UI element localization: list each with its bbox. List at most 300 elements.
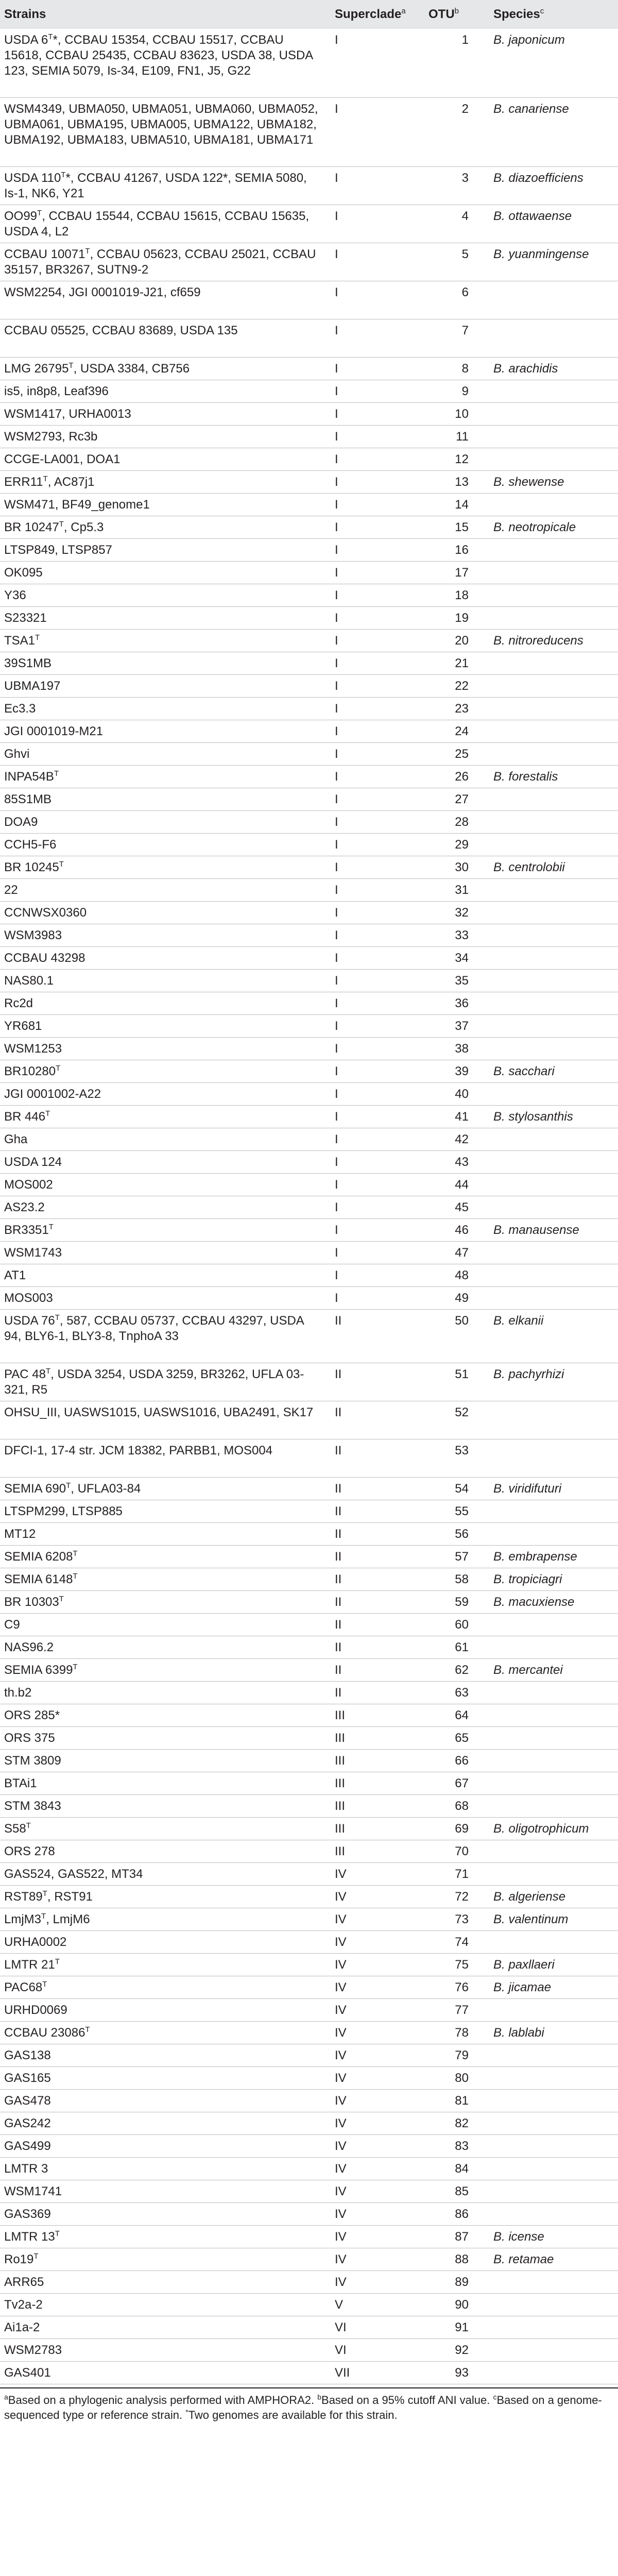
species-cell: B. jicamae <box>493 1980 552 1994</box>
otu-cell: 24 <box>455 724 469 738</box>
table-row <box>0 1500 618 1523</box>
otu-cell: 39 <box>455 1064 469 1078</box>
superclade-cell: I <box>335 1223 338 1237</box>
otu-cell: 64 <box>455 1708 469 1722</box>
superclade-cell: IV <box>335 2139 347 2153</box>
table-row <box>0 1954 618 1976</box>
strain-cell: $LmjM3^T$, LmjM6 <box>4 1912 90 1926</box>
species-cell: B. valentinum <box>493 1912 569 1926</box>
otu-cell: 45 <box>455 1200 469 1214</box>
otu-cell: 71 <box>455 1867 469 1881</box>
species-cell: B. pachyrhizi <box>493 1367 564 1381</box>
superclade-cell: II <box>335 1367 342 1381</box>
table-row <box>0 562 618 584</box>
superclade-cell: I <box>335 1042 338 1056</box>
table-row <box>0 607 618 630</box>
table-row <box>0 720 618 743</box>
species-cell: B. elkanii <box>493 1314 544 1328</box>
superclade-cell: I <box>335 566 338 580</box>
table-row <box>0 1523 618 1546</box>
table-row <box>0 516 618 539</box>
species-cell: B. mercantei <box>493 1663 563 1677</box>
table-row <box>0 1151 618 1174</box>
table-row <box>0 992 618 1015</box>
table-row <box>0 243 618 281</box>
table-row <box>0 319 618 358</box>
strain-cell: LMTR $21^T$ <box>4 1957 60 1972</box>
table-row <box>0 2022 618 2044</box>
table-row <box>0 2339 618 2362</box>
strain-cell: WSM2254, JGI 0001019-J21, cf659 <box>4 285 201 299</box>
otu-cell: 5 <box>461 247 469 261</box>
table-row <box>0 2112 618 2135</box>
table-row <box>0 1931 618 1954</box>
species-cell: B. diazoefficiens <box>493 171 583 185</box>
otu-cell: 48 <box>455 1268 469 1282</box>
table-row <box>0 1750 618 1772</box>
otu-cell: 92 <box>455 2343 469 2357</box>
strain-cell: WSM1253 <box>4 1042 62 1056</box>
table-row <box>0 584 618 607</box>
table-row <box>0 403 618 426</box>
otu-cell: 14 <box>455 498 469 512</box>
strain-cell: C9 <box>4 1618 20 1632</box>
superclade-cell: II <box>335 1663 342 1677</box>
table-row <box>0 1015 618 1038</box>
otu-cell: 2 <box>461 102 469 116</box>
strain-cell: NAS80.1 <box>4 974 54 988</box>
otu-cell: 79 <box>455 2048 469 2062</box>
otu-cell: 16 <box>455 543 469 557</box>
otu-cell: 83 <box>455 2139 469 2153</box>
otu-cell: 80 <box>455 2071 469 2085</box>
otu-cell: 34 <box>455 951 469 965</box>
table-row <box>0 743 618 766</box>
superclade-cell: I <box>335 1291 338 1305</box>
superclade-cell: I <box>335 475 338 489</box>
table-row <box>0 1818 618 1840</box>
superclade-cell: IV <box>335 1958 347 1972</box>
otu-cell: 87 <box>455 2230 469 2244</box>
otu-cell: 47 <box>455 1246 469 1260</box>
strain-cell: OK095 <box>4 566 43 580</box>
species-cell: B. icense <box>493 2230 544 2244</box>
otu-cell: 9 <box>461 384 469 398</box>
strain-cell: 85S1MB <box>4 792 52 806</box>
table-row <box>0 788 618 811</box>
otu-cell: 78 <box>455 2026 469 2040</box>
superclade-cell: I <box>335 1200 338 1214</box>
strain-cell: PAC $48^T$, USDA 3254, USDA 3259, BR3262, UFLA 03-321, R5 <box>4 1367 304 1397</box>
superclade-cell: III <box>335 1776 346 1790</box>
otu-cell: 58 <box>455 1572 469 1586</box>
table-row <box>0 947 618 970</box>
superclade-cell: I <box>335 724 338 738</box>
strain-cell: $OO99^T$, CCBAU 15544, CCBAU 15615, CCBAU 15635, USDA 4, L2 <box>4 209 310 239</box>
table-row <box>0 2135 618 2158</box>
otu-cell: 30 <box>455 860 469 874</box>
table-row <box>0 1038 618 1060</box>
table-row <box>0 1106 618 1128</box>
otu-cell: 22 <box>455 679 469 693</box>
superclade-cell: III <box>335 1708 346 1722</box>
strain-cell: CCBAU 05525, CCBAU 83689, USDA 135 <box>4 324 238 337</box>
otu-cell: 50 <box>455 1314 469 1328</box>
table-row <box>0 1863 618 1886</box>
superclade-cell: I <box>335 1087 338 1101</box>
table-row <box>0 879 618 902</box>
strain-cell: GAS524, GAS522, MT34 <box>4 1867 143 1881</box>
strain-cell: LTSPM299, LTSP885 <box>4 1504 123 1518</box>
superclade-cell: II <box>335 1504 342 1518</box>
strain-cell: SEMIA $6208^T$ <box>4 1549 78 1564</box>
table-row <box>0 380 618 403</box>
superclade-cell: II <box>335 1482 342 1496</box>
superclade-cell: VII <box>335 2366 350 2380</box>
strain-cell: GAS165 <box>4 2071 51 2085</box>
table-row <box>0 1060 618 1083</box>
species-cell: B. manausense <box>493 1223 579 1237</box>
superclade-cell: II <box>335 1314 342 1328</box>
table-row <box>0 1772 618 1795</box>
superclade-cell: I <box>335 656 338 670</box>
strain-cell: $BR3351^T$ <box>4 1223 54 1237</box>
otu-cell: 82 <box>455 2116 469 2130</box>
superclade-cell: I <box>335 452 338 466</box>
otu-cell: 13 <box>455 475 469 489</box>
otu-cell: 57 <box>455 1550 469 1564</box>
otu-cell: 55 <box>455 1504 469 1518</box>
otu-cell: 81 <box>455 2094 469 2108</box>
table-row <box>0 1591 618 1614</box>
strain-cell: $PAC68^T$ <box>4 1980 47 1994</box>
table-row <box>0 2316 618 2339</box>
strain-cell: $RST89^T$, RST91 <box>4 1889 93 1904</box>
otu-cell: 27 <box>455 792 469 806</box>
superclade-cell: I <box>335 770 338 784</box>
species-cell: B. paxllaeri <box>493 1958 555 1972</box>
table-row <box>0 1976 618 1999</box>
strain-cell: Rc2d <box>4 996 33 1010</box>
superclade-cell: I <box>335 1178 338 1192</box>
otu-cell: 4 <box>461 209 469 223</box>
strain-cell: Gha <box>4 1132 28 1146</box>
table-row <box>0 1363 618 1401</box>
superclade-cell: I <box>335 588 338 602</box>
otu-cell: 63 <box>455 1686 469 1700</box>
table-row <box>0 2248 618 2271</box>
strain-cell: DFCI-1, 17-4 str. JCM 18382, PARBB1, MOS004 <box>4 1444 273 1458</box>
otu-cell: 60 <box>455 1618 469 1632</box>
otu-cell: 90 <box>455 2298 469 2312</box>
superclade-cell: IV <box>335 2026 347 2040</box>
species-cell: B. embrapense <box>493 1550 577 1564</box>
superclade-cell: I <box>335 1110 338 1124</box>
superclade-cell: IV <box>335 1890 347 1904</box>
header-strains: Strains <box>4 7 46 21</box>
superclade-cell: I <box>335 362 338 376</box>
otu-cell: 84 <box>455 2162 469 2176</box>
table-row <box>0 2158 618 2180</box>
otu-cell: 31 <box>455 883 469 897</box>
strain-cell: Ghvi <box>4 747 30 761</box>
otu-cell: 67 <box>455 1776 469 1790</box>
strain-cell: Y36 <box>4 588 26 602</box>
superclade-cell: I <box>335 324 338 337</box>
otu-cell: 17 <box>455 566 469 580</box>
superclade-cell: III <box>335 1731 346 1745</box>
strain-cell: GAS401 <box>4 2366 51 2380</box>
strain-cell: DOA9 <box>4 815 38 829</box>
otu-cell: 23 <box>455 702 469 716</box>
strain-cell: GAS478 <box>4 2094 51 2108</box>
strain-cell: USDA $6^T*$, CCBAU 15354, CCBAU 15517, CCBAU 15618, CCBAU 25435, CCBAU 83623, USDA 38, USDA 123, SEMIA 5079, Is-34, E109, FN1, J5, G22 <box>4 32 313 78</box>
table-row <box>0 834 618 856</box>
strain-cell: NAS96.2 <box>4 1640 54 1654</box>
table-row <box>0 970 618 992</box>
strain-cell: USDA $110^T*$, CCBAU 41267, USDA 122*, SEMIA 5080, Is-1, NK6, Y21 <box>4 171 307 200</box>
superclade-cell: IV <box>335 2184 347 2198</box>
strain-cell: GAS499 <box>4 2139 51 2153</box>
superclade-cell: I <box>335 33 338 47</box>
otu-cell: 53 <box>455 1444 469 1458</box>
otu-cell: 33 <box>455 928 469 942</box>
superclade-cell: III <box>335 1844 346 1858</box>
superclade-cell: I <box>335 702 338 716</box>
superclade-cell: IV <box>335 1980 347 1994</box>
table-row <box>0 1704 618 1727</box>
table-row <box>0 2090 618 2112</box>
table-row <box>0 2362 618 2384</box>
superclade-cell: I <box>335 860 338 874</box>
otu-cell: 32 <box>455 906 469 920</box>
table-row <box>0 2067 618 2090</box>
otu-cell: 56 <box>455 1527 469 1541</box>
otu-cell: 66 <box>455 1754 469 1768</box>
species-cell: B. stylosanthis <box>493 1110 573 1124</box>
strain-cell: WSM4349, UBMA050, UBMA051, UBMA060, UBMA052, UBMA061, UBMA195, UBMA005, UBMA122, UBMA182, UBMA192, UBMA183, UBMA510, UBMA181, UBMA171 <box>4 102 318 147</box>
strain-cell: CCBAU $23086^T$ <box>4 2025 90 2040</box>
table-row <box>0 1083 618 1106</box>
table-row <box>0 539 618 562</box>
table-row <box>0 766 618 788</box>
species-cell: B. ottawaense <box>493 209 572 223</box>
table-row <box>0 448 618 471</box>
species-cell: B. retamae <box>493 2252 554 2266</box>
superclade-cell: IV <box>335 2275 347 2289</box>
otu-cell: 77 <box>455 2003 469 2017</box>
superclade-cell: IV <box>335 2003 347 2017</box>
table-row <box>0 1219 618 1242</box>
superclade-cell: I <box>335 1019 338 1033</box>
table-row <box>0 281 618 319</box>
otu-cell: 38 <box>455 1042 469 1056</box>
table-row <box>0 205 618 243</box>
otu-cell: 93 <box>455 2366 469 2380</box>
strain-cell: Tv2a-2 <box>4 2298 43 2312</box>
species-cell: B. macuxiense <box>493 1595 575 1609</box>
superclade-cell: I <box>335 520 338 534</box>
table-row <box>0 1886 618 1908</box>
otu-cell: 1 <box>461 33 469 47</box>
superclade-cell: I <box>335 815 338 829</box>
otu-cell: 49 <box>455 1291 469 1305</box>
strain-cell: MOS003 <box>4 1291 53 1305</box>
strain-cell: $INPA54B^T$ <box>4 769 59 784</box>
table-row <box>0 494 618 516</box>
species-cell: B. tropiciagri <box>493 1572 562 1586</box>
superclade-cell: I <box>335 285 338 299</box>
strain-cell: WSM3983 <box>4 928 62 942</box>
otu-cell: 8 <box>461 362 469 376</box>
otu-cell: 73 <box>455 1912 469 1926</box>
strain-cell: WSM2783 <box>4 2343 62 2357</box>
otu-cell: 10 <box>455 407 469 421</box>
strain-cell: SEMIA $6399^T$ <box>4 1663 78 1677</box>
superclade-cell: I <box>335 679 338 693</box>
superclade-cell: I <box>335 247 338 261</box>
table-row <box>0 924 618 947</box>
strain-cell: WSM2793, Rc3b <box>4 430 98 444</box>
superclade-cell: II <box>335 1572 342 1586</box>
header-species: Species$^c$ <box>493 7 544 21</box>
table-row <box>0 1478 618 1500</box>
strain-cell: USDA $76^T$, 587, CCBAU 05737, CCBAU 43297, USDA 94, BLY6-1, BLY3-8, TnphoA 33 <box>4 1313 304 1343</box>
otu-cell: 36 <box>455 996 469 1010</box>
superclade-cell: I <box>335 1155 338 1169</box>
otu-cell: 76 <box>455 1980 469 1994</box>
species-cell: B. nitroreducens <box>493 634 583 648</box>
superclade-cell: IV <box>335 2162 347 2176</box>
otu-cell: 51 <box>455 1367 469 1381</box>
table-row <box>0 358 618 380</box>
otu-cell: 72 <box>455 1890 469 1904</box>
table-row <box>0 1128 618 1151</box>
strain-cell: GAS369 <box>4 2207 51 2221</box>
table-row <box>0 1196 618 1219</box>
table-row <box>0 1908 618 1931</box>
strain-cell: ARR65 <box>4 2275 44 2289</box>
species-cell: B. shewense <box>493 475 564 489</box>
table-row <box>0 471 618 494</box>
superclade-cell: II <box>335 1640 342 1654</box>
strain-cell: BR $446^T$ <box>4 1109 50 1124</box>
strain-cell: S23321 <box>4 611 47 625</box>
table-row <box>0 2226 618 2248</box>
superclade-cell: I <box>335 430 338 444</box>
strain-cell: CCBAU 43298 <box>4 951 85 965</box>
table-row <box>0 2294 618 2316</box>
otu-cell: 26 <box>455 770 469 784</box>
strain-cell: JGI 0001002-A22 <box>4 1087 101 1101</box>
otu-cell: 7 <box>461 324 469 337</box>
otu-cell: 75 <box>455 1958 469 1972</box>
strain-cell: ORS 375 <box>4 1731 55 1745</box>
superclade-cell: IV <box>335 2230 347 2244</box>
table-row <box>0 652 618 675</box>
otu-cell: 52 <box>455 1405 469 1419</box>
superclade-cell: IV <box>335 2071 347 2085</box>
strain-cell: GAS242 <box>4 2116 51 2130</box>
header-otu: OTU$^b$ <box>428 7 459 21</box>
superclade-cell: III <box>335 1822 346 1836</box>
table-row <box>0 811 618 834</box>
table-row <box>0 1614 618 1636</box>
table-row <box>0 1727 618 1750</box>
superclade-cell: IV <box>335 2207 347 2221</box>
strain-cell: BTAi1 <box>4 1776 37 1790</box>
strain-cell: WSM1743 <box>4 1246 62 1260</box>
otu-cell: 6 <box>461 285 469 299</box>
otu-cell: 91 <box>455 2320 469 2334</box>
otu-cell: 62 <box>455 1663 469 1677</box>
superclade-cell: I <box>335 611 338 625</box>
superclade-cell: I <box>335 928 338 942</box>
superclade-cell: I <box>335 974 338 988</box>
strain-cell: CCBAU $10071^T$, CCBAU 05623, CCBAU 25021, CCBAU 35157, BR3267, SUTN9-2 <box>4 247 316 277</box>
otu-cell: 25 <box>455 747 469 761</box>
strain-cell: STM 3843 <box>4 1799 61 1813</box>
otu-cell: 54 <box>455 1482 469 1496</box>
superclade-cell: III <box>335 1754 346 1768</box>
strain-cell: BR $10303^T$ <box>4 1595 64 1609</box>
superclade-cell: I <box>335 634 338 648</box>
otu-cell: 28 <box>455 815 469 829</box>
table-row <box>0 98 618 167</box>
table-header <box>0 0 618 29</box>
otu-cell: 89 <box>455 2275 469 2289</box>
table-row <box>0 426 618 448</box>
table-row <box>0 1659 618 1682</box>
table-row <box>0 1401 618 1439</box>
otu-cell: 74 <box>455 1935 469 1949</box>
otu-cell: 42 <box>455 1132 469 1146</box>
species-cell: B. algeriense <box>493 1890 566 1904</box>
superclade-cell: I <box>335 102 338 116</box>
strain-cell: $S58^T$ <box>4 1821 31 1836</box>
superclade-cell: I <box>335 171 338 185</box>
otu-cell: 20 <box>455 634 469 648</box>
strain-cell: LMTR $13^T$ <box>4 2229 60 2244</box>
table-row <box>0 167 618 205</box>
otu-cell: 3 <box>461 171 469 185</box>
strain-cell: Ai1a-2 <box>4 2320 40 2334</box>
superclade-cell: I <box>335 384 338 398</box>
strain-cell: Ec3.3 <box>4 702 36 716</box>
species-cell: B. canariense <box>493 102 569 116</box>
superclade-cell: I <box>335 996 338 1010</box>
superclade-cell: II <box>335 1444 342 1458</box>
table-row <box>0 2044 618 2067</box>
strain-cell: USDA 124 <box>4 1155 62 1169</box>
strain-cell: ORS 285* <box>4 1708 60 1722</box>
superclade-cell: VI <box>335 2320 347 2334</box>
otu-cell: 29 <box>455 838 469 852</box>
table-row <box>0 2271 618 2294</box>
otu-cell: 59 <box>455 1595 469 1609</box>
strain-cell: WSM1417, URHA0013 <box>4 407 131 421</box>
otu-cell: 18 <box>455 588 469 602</box>
strain-cell: ORS 278 <box>4 1844 55 1858</box>
otu-cell: 19 <box>455 611 469 625</box>
species-cell: B. viridifuturi <box>493 1482 562 1496</box>
otu-cell: 21 <box>455 656 469 670</box>
otu-cell: 65 <box>455 1731 469 1745</box>
table-row <box>0 856 618 879</box>
superclade-cell: I <box>335 1064 338 1078</box>
table-row <box>0 1568 618 1591</box>
superclade-cell: I <box>335 747 338 761</box>
